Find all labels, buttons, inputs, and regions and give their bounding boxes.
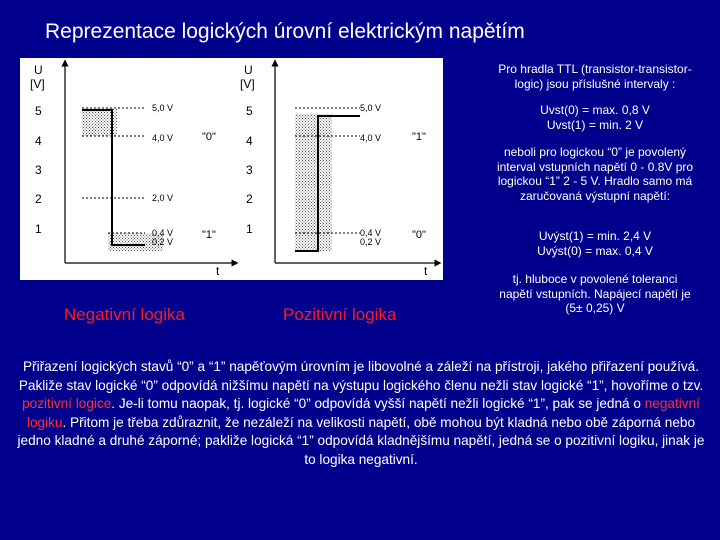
- left-band-04: 0,4 V: [152, 228, 174, 238]
- left-state-high: "0": [202, 131, 216, 143]
- left-band-50: 5,0 V: [152, 103, 174, 113]
- left-state-low: "1": [202, 229, 216, 241]
- right-band-02: 0,2 V: [360, 237, 382, 247]
- output-levels-note: [478, 229, 712, 258]
- left-band-02: 0,2 V: [152, 237, 174, 247]
- left-band-20: 2,0 V: [152, 193, 174, 203]
- page-title: Reprezentace logických úrovní elektrickým napětím: [45, 20, 525, 43]
- right-axis-unit: [V]: [240, 77, 255, 91]
- ttl-note-line: Pro hradla TTL (transistor-transistor-: [498, 62, 692, 76]
- output-level-0: Uvýst(0) = max. 0,4 V: [537, 243, 653, 258]
- right-state-low: "0": [412, 229, 426, 241]
- left-axis-u: U: [34, 63, 43, 77]
- right-tick-4: 4: [246, 134, 253, 148]
- negative-logic-chart: [30, 63, 235, 278]
- left-band-40: 4,0 V: [152, 133, 174, 143]
- left-tick-2: 2: [35, 192, 42, 206]
- left-axis-unit: [V]: [30, 77, 45, 91]
- right-tick-5: 5: [246, 104, 253, 118]
- permitted-line: zaručovaná výstupní napětí:: [519, 188, 671, 203]
- right-band-50: 5,0 V: [360, 103, 382, 113]
- permitted-line: logickou “1” 2 - 5 V. Hradlo samo má: [497, 174, 693, 188]
- right-band-04: 0,4 V: [360, 228, 382, 238]
- negative-logic-caption: Negativní logika: [64, 305, 185, 324]
- paragraph-text: . Je-li tomu naopak, tj. logické “0” odpovídá vyšší napětí nežli logické “1”, pak se jedná o: [111, 396, 645, 412]
- input-level-1: Uvst(1) = min. 2 V: [546, 117, 644, 132]
- left-tick-4: 4: [35, 134, 42, 148]
- permitted-line: neboli pro logickou “0” je povolený: [503, 145, 687, 159]
- output-level-1: Uvýst(1) = min. 2,4 V: [538, 229, 652, 243]
- paragraph-text: . Přitom je třeba zdůraznit, že nezáleží na velikosti napětí, obě mohou být kladná nebo obě záporná nebo jedno kladné a druhé záporné; pakliže logická “1” odpovídá kladnějšímu napětí, jedná se o pozitivní logiku, jinak je to logika negativní.: [17, 414, 705, 467]
- right-tick-3: 3: [246, 163, 253, 177]
- input-levels-note: [478, 103, 712, 132]
- positive-logic-term: pozitivní logice: [22, 396, 112, 412]
- ttl-note: [478, 62, 712, 91]
- explanation-paragraph: [17, 358, 705, 470]
- left-tick-3: 3: [35, 163, 42, 177]
- left-tick-5: 5: [35, 104, 42, 118]
- permitted-line: interval vstupních napětí 0 - 0.8V pro: [496, 159, 694, 174]
- positive-logic-caption: Pozitivní logika: [283, 305, 397, 324]
- right-axis-u: U: [244, 63, 253, 77]
- tolerance-note: [478, 272, 712, 316]
- right-high-band: [295, 114, 332, 251]
- tolerance-line: napětí vstupních. Napájecí napětí je: [499, 286, 691, 301]
- input-level-0: Uvst(0) = max. 0,8 V: [540, 103, 650, 117]
- right-axis-t: t: [424, 264, 428, 278]
- right-tick-1: 1: [246, 222, 253, 236]
- logic-level-figure: [20, 58, 443, 280]
- paragraph-text: Přiřazení logických stavů “0” a “1” napěťovým úrovním je libovolné a záleží na přístroji, jakého přiřazení používá. Pakliže stav logické “0” odpovídá nižšímu napětí na výstupu logického členu nežli stav logické “1”, hovoříme o tzv.: [18, 359, 704, 393]
- right-band-40: 4,0 V: [360, 133, 382, 143]
- left-axis-t: t: [216, 264, 220, 278]
- negative-logic-term: negativní logiku: [26, 396, 700, 430]
- ttl-note-line: logic) jsou příslušné intervaly :: [514, 76, 676, 91]
- tolerance-line: (5± 0,25) V: [565, 301, 625, 315]
- permitted-interval-note: [478, 145, 712, 203]
- logic-level-diagram: [20, 58, 443, 280]
- tolerance-line: tj. hluboce v povolené toleranci: [512, 272, 678, 286]
- positive-logic-chart: [240, 63, 438, 278]
- left-tick-1: 1: [35, 222, 42, 236]
- right-state-high: "1": [412, 131, 426, 143]
- right-tick-2: 2: [246, 192, 253, 206]
